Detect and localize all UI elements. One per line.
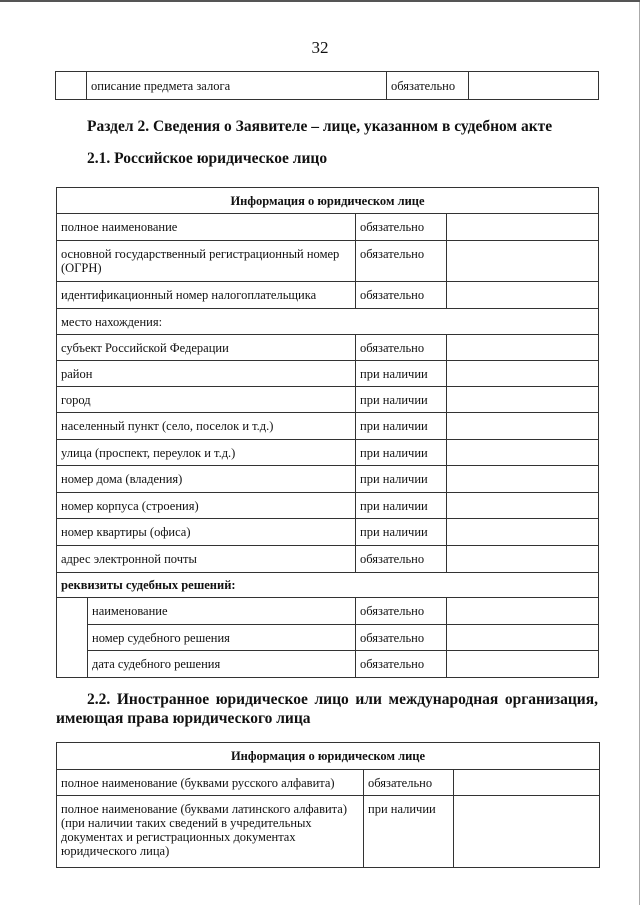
field-status: обязательно (356, 241, 447, 282)
field-status: при наличии (356, 413, 447, 440)
field-value-cell[interactable] (447, 214, 599, 241)
table-row (57, 546, 599, 573)
table-header: Информация о юридическом лице (57, 188, 599, 214)
field-label: субъект Российской Федерации (57, 335, 356, 361)
field-label: полное наименование (57, 214, 356, 241)
field-value-cell[interactable] (447, 598, 599, 625)
field-status: обязательно (356, 335, 447, 361)
field-status: при наличии (356, 493, 447, 519)
field-value-cell[interactable] (447, 282, 599, 309)
location-subheader: место нахождения: (57, 309, 599, 335)
page-number: 32 (311, 38, 329, 57)
field-status: при наличии (356, 440, 447, 466)
field-value-cell[interactable] (469, 72, 599, 100)
field-value-cell[interactable] (447, 546, 599, 573)
field-label: район (57, 361, 356, 387)
field-status: обязательно (356, 625, 447, 651)
field-label: дата судебного решения (88, 651, 356, 678)
table-row (57, 519, 599, 546)
field-value-cell[interactable] (447, 440, 599, 466)
russian-entity-table (56, 187, 599, 678)
field-status: обязательно (364, 770, 454, 796)
field-value-cell[interactable] (447, 387, 599, 413)
field-label: наименование (88, 598, 356, 625)
field-label: полное наименование (буквами русского алфавита) (57, 770, 364, 796)
field-value-cell[interactable] (447, 651, 599, 678)
section-2-2-title: 2.2. Иностранное юридическое лицо или международная организация, имеющая права юридического лица (56, 691, 598, 727)
table-row (57, 413, 599, 440)
field-value-cell[interactable] (447, 466, 599, 493)
table-row (57, 361, 599, 387)
table-header-row (57, 743, 600, 770)
field-value-cell[interactable] (454, 770, 600, 796)
field-status: при наличии (364, 796, 454, 868)
table-row (57, 440, 599, 466)
collateral-table (55, 71, 599, 100)
table-row (57, 625, 599, 651)
field-label: идентификационный номер налогоплательщика (57, 282, 356, 309)
table-row (57, 651, 599, 678)
field-label: номер дома (владения) (57, 466, 356, 493)
field-label: номер судебного решения (88, 625, 356, 651)
field-label: населенный пункт (село, поселок и т.д.) (57, 413, 356, 440)
field-status: при наличии (356, 466, 447, 493)
field-status: обязательно (387, 72, 469, 100)
table-row (57, 770, 600, 796)
field-label: основной государственный регистрационный номер (ОГРН) (57, 241, 356, 282)
field-value-cell[interactable] (447, 625, 599, 651)
field-label: номер квартиры (офиса) (57, 519, 356, 546)
table-row (57, 214, 599, 241)
field-status: обязательно (356, 282, 447, 309)
indent-cell (56, 72, 87, 100)
page-top-border (0, 0, 640, 2)
indent-cell (57, 598, 88, 678)
table-subheader-row (57, 573, 599, 598)
foreign-entity-table (56, 742, 600, 868)
field-value-cell[interactable] (447, 335, 599, 361)
field-status: обязательно (356, 598, 447, 625)
table-row (57, 598, 599, 625)
field-value-cell[interactable] (447, 413, 599, 440)
table-subheader-row (57, 309, 599, 335)
section-2-title: Раздел 2. Сведения о Заявителе – лице, указанном в судебном акте (87, 118, 553, 135)
field-label: описание предмета залога (87, 72, 387, 100)
table-header-row (57, 188, 599, 214)
field-value-cell[interactable] (454, 796, 600, 868)
field-label: номер корпуса (строения) (57, 493, 356, 519)
table-row (57, 796, 600, 868)
field-status: при наличии (356, 361, 447, 387)
field-value-cell[interactable] (447, 493, 599, 519)
table-row (57, 493, 599, 519)
field-status: при наличии (356, 387, 447, 413)
table-row (57, 387, 599, 413)
field-status: при наличии (356, 519, 447, 546)
field-status: обязательно (356, 214, 447, 241)
field-label: полное наименование (буквами латинского алфавита) (при наличии таких сведений в учредительных документах и регистрационных документах юридического лица) (57, 796, 364, 868)
field-value-cell[interactable] (447, 361, 599, 387)
table-row (57, 282, 599, 309)
section-2-1-title: 2.1. Российское юридическое лицо (87, 150, 328, 167)
field-label: улица (проспект, переулок и т.д.) (57, 440, 356, 466)
table-row (57, 466, 599, 493)
table-row (57, 335, 599, 361)
table-row (57, 241, 599, 282)
table-row (56, 72, 599, 100)
field-label: город (57, 387, 356, 413)
field-status: обязательно (356, 651, 447, 678)
field-value-cell[interactable] (447, 519, 599, 546)
field-status: обязательно (356, 546, 447, 573)
court-decisions-subheader: реквизиты судебных решений: (57, 573, 599, 598)
field-label: адрес электронной почты (57, 546, 356, 573)
field-value-cell[interactable] (447, 241, 599, 282)
table-header: Информация о юридическом лице (57, 743, 600, 770)
